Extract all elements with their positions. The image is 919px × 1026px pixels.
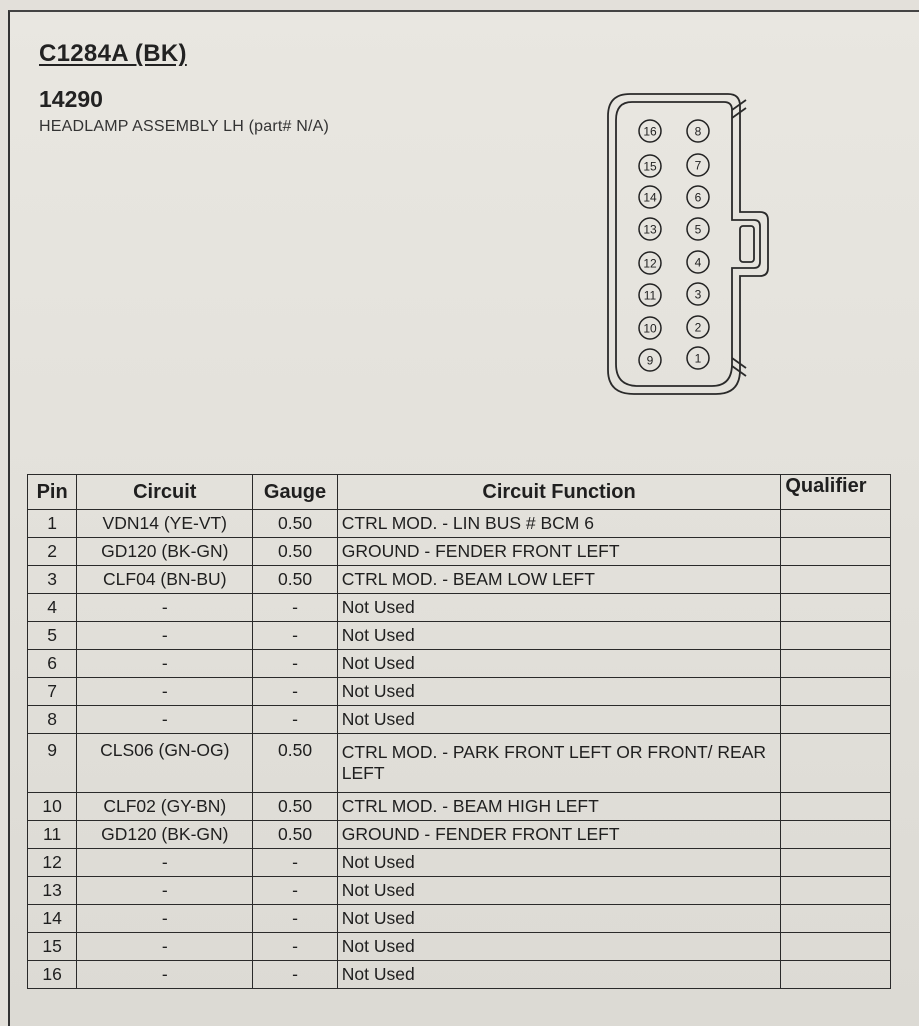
cell-pin: 8 [28, 706, 77, 734]
pinout-table [27, 474, 891, 989]
cell-circuit: CLS06 (GN-OG) [77, 734, 253, 793]
cell-pin: 3 [28, 566, 77, 594]
cell-function: Not Used [337, 622, 781, 650]
table-row [28, 877, 891, 905]
pin-label: 3 [694, 287, 702, 302]
cell-function: CTRL MOD. - PARK FRONT LEFT OR FRONT/ REAR LEFT [337, 734, 781, 793]
table-row [28, 594, 891, 622]
cell-pin: 13 [28, 877, 77, 905]
table-row [28, 734, 891, 793]
cell-pin: 7 [28, 678, 77, 706]
cell-circuit: GD120 (BK-GN) [77, 821, 253, 849]
connector-housing-outline [608, 94, 768, 394]
cell-gauge: 0.50 [253, 566, 337, 594]
cell-function: Not Used [337, 905, 781, 933]
cell-gauge: - [253, 622, 337, 650]
table-row [28, 538, 891, 566]
cell-gauge: 0.50 [253, 821, 337, 849]
table-row [28, 566, 891, 594]
cell-gauge: - [253, 706, 337, 734]
cell-pin: 6 [28, 650, 77, 678]
cell-pin: 2 [28, 538, 77, 566]
cell-qualifier [781, 961, 891, 989]
cell-function: Not Used [337, 877, 781, 905]
cell-circuit: CLF02 (GY-BN) [77, 793, 253, 821]
cell-function: CTRL MOD. - LIN BUS # BCM 6 [337, 510, 781, 538]
cell-pin: 14 [28, 905, 77, 933]
cell-function: Not Used [337, 706, 781, 734]
cell-qualifier [781, 821, 891, 849]
table-row [28, 905, 891, 933]
cell-gauge: 0.50 [253, 510, 337, 538]
cell-pin: 4 [28, 594, 77, 622]
pin-label: 15 [643, 159, 657, 174]
cell-qualifier [781, 650, 891, 678]
pin-label: 8 [694, 124, 702, 139]
cell-gauge: - [253, 849, 337, 877]
cell-function: Not Used [337, 933, 781, 961]
pin-label: 10 [643, 321, 657, 336]
table-row [28, 793, 891, 821]
header-circuit: Circuit [77, 475, 253, 510]
cell-circuit: VDN14 (YE-VT) [77, 510, 253, 538]
cell-gauge: - [253, 678, 337, 706]
cell-circuit: - [77, 877, 253, 905]
pin-label: 4 [694, 255, 702, 270]
cell-gauge: - [253, 877, 337, 905]
table-row [28, 622, 891, 650]
cell-pin: 16 [28, 961, 77, 989]
cell-gauge: - [253, 594, 337, 622]
cell-function: Not Used [337, 678, 781, 706]
table-row [28, 706, 891, 734]
cell-qualifier [781, 877, 891, 905]
cell-gauge: 0.50 [253, 538, 337, 566]
table-header-row [28, 475, 891, 510]
cell-qualifier [781, 849, 891, 877]
connector-face-diagram [600, 88, 770, 403]
part-description: HEADLAMP ASSEMBLY LH (part# N/A) [39, 118, 330, 135]
cell-circuit: - [77, 706, 253, 734]
table-row [28, 961, 891, 989]
cell-qualifier [781, 622, 891, 650]
cell-function: Not Used [337, 849, 781, 877]
connector-latch [740, 226, 754, 262]
cell-qualifier [781, 706, 891, 734]
cell-gauge: - [253, 905, 337, 933]
pin-column-left [639, 120, 661, 371]
pin-label: 1 [694, 351, 702, 366]
cell-qualifier [781, 566, 891, 594]
cell-qualifier [781, 793, 891, 821]
cell-circuit: - [77, 849, 253, 877]
pin-label: 5 [694, 222, 702, 237]
table-row [28, 650, 891, 678]
cell-function: Not Used [337, 594, 781, 622]
cell-function: Not Used [337, 650, 781, 678]
cell-circuit: - [77, 905, 253, 933]
cell-function: GROUND - FENDER FRONT LEFT [337, 821, 781, 849]
cell-function: CTRL MOD. - BEAM LOW LEFT [337, 566, 781, 594]
cell-qualifier [781, 538, 891, 566]
cell-gauge: 0.50 [253, 734, 337, 793]
cell-pin: 12 [28, 849, 77, 877]
connector-inner-outline [616, 102, 760, 386]
cell-gauge: - [253, 650, 337, 678]
table-row [28, 933, 891, 961]
cell-circuit: CLF04 (BN-BU) [77, 566, 253, 594]
cell-gauge: 0.50 [253, 793, 337, 821]
pin-label: 12 [643, 256, 657, 271]
pin-label: 2 [694, 320, 702, 335]
table-row [28, 849, 891, 877]
cell-qualifier [781, 594, 891, 622]
cell-qualifier [781, 678, 891, 706]
cell-function: Not Used [337, 961, 781, 989]
connector-id-heading: C1284A (BK) [39, 40, 187, 67]
pin-label: 13 [643, 222, 657, 237]
table-row [28, 821, 891, 849]
cell-qualifier [781, 933, 891, 961]
cell-pin: 1 [28, 510, 77, 538]
pin-label: 11 [643, 288, 657, 303]
cell-circuit: - [77, 961, 253, 989]
header-qualifier: Qualifier [781, 475, 891, 510]
cell-circuit: - [77, 622, 253, 650]
cell-circuit: - [77, 594, 253, 622]
pin-label: 6 [694, 190, 702, 205]
header-pin: Pin [28, 475, 77, 510]
pin-column-right [687, 120, 709, 369]
cell-gauge: - [253, 933, 337, 961]
part-number: 14290 [39, 86, 103, 112]
cell-circuit: - [77, 933, 253, 961]
cell-pin: 11 [28, 821, 77, 849]
table-row [28, 678, 891, 706]
cell-qualifier [781, 734, 891, 793]
cell-pin: 9 [28, 734, 77, 793]
cell-function: GROUND - FENDER FRONT LEFT [337, 538, 781, 566]
cell-pin: 5 [28, 622, 77, 650]
pin-label: 16 [643, 124, 657, 139]
cell-gauge: - [253, 961, 337, 989]
cell-pin: 15 [28, 933, 77, 961]
cell-qualifier [781, 510, 891, 538]
pin-label: 7 [694, 158, 702, 173]
header-circuit-function: Circuit Function [337, 475, 781, 510]
cell-pin: 10 [28, 793, 77, 821]
pin-label: 14 [643, 190, 657, 205]
pin-label: 9 [646, 353, 654, 368]
cell-qualifier [781, 905, 891, 933]
cell-circuit: GD120 (BK-GN) [77, 538, 253, 566]
cell-function: CTRL MOD. - BEAM HIGH LEFT [337, 793, 781, 821]
table-row [28, 510, 891, 538]
header-gauge: Gauge [253, 475, 337, 510]
cell-circuit: - [77, 650, 253, 678]
cell-circuit: - [77, 678, 253, 706]
